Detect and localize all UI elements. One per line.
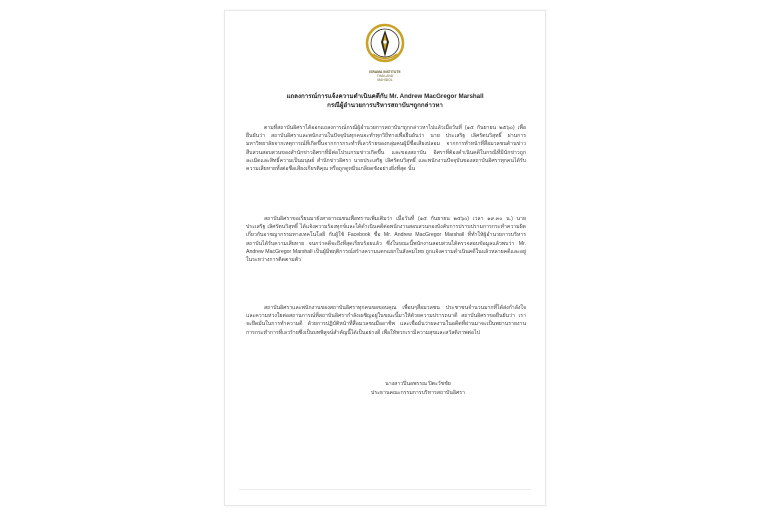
logo xyxy=(225,23,545,82)
paragraph-1 xyxy=(246,124,526,173)
institute-seal-icon xyxy=(365,23,405,69)
logo-caption-line1: ISRAMA INSTITUTE xyxy=(369,70,401,74)
logo-caption-line3: MAHIDOL xyxy=(377,77,393,82)
paragraph-3-text: สถาบันอิศราและพนักงานของสถาบันอิศราทุกคนขอขอบคุณ เพื่อนๆสื่อมวลชน ประชาชนจำนวนมากที่ได้ส่งกำลังใจและความห่วงใยต่อสถานการณ์ที่สถาบันอิศรากำลังเผชิญอยู่ในขณะนี้มาให้ด้วยความปรารถนาดี สถาบันอิศราขอยืนยันว่า เราจะยึดมั่นในการทำความดี ด้วยการปฏิบัติหน้าที่สื่อมวลชนมืออาชีพ และเชื่อมั่นว่าผลงานในอดีตที่ผ่านมาจะเป็นพยานรายงานการกระทำการที่เลวร้ายซึ่งเป็นบทพิสูจน์สำคัญนี้ได้เป็นอย่างดี เพื่อให้พวกเรามีความสุขและสวัสดิภาพต่อไป xyxy=(246,305,526,336)
signature-name: นางสาวปิ่นอพรรณ ปิตะวัชชัย xyxy=(385,381,451,387)
footer-divider xyxy=(239,489,531,490)
paragraph-2-text: สถาบันอิศราขอเรียนมายังสาธารณชนเพื่อทราบเพิ่มเติมว่า เมื่อวันที่ (๑๕ กันยายน ๒๕๖๐) เวลา ๑๙.๓๐ น.) นายประเสริฐ เลิศรัตนวิสุทธิ์ ได้แจ้งความร้องทุกข์และได้ดำเนินคดีต่อพนักงานสอบสวนกองบังคับการปราบปรามการกระทำความผิดเกี่ยวกับอาชญากรรมทางเทคโนโลยี กับผู้ใช้ Facebook ชื่อ Mr. Andrew MacGregor Marshall ที่ทำให้ผู้อำนวยการบริหารสถาบันได้รับความเสียหาย จนกว่าคดีจะถึงที่สุดเรียบร้อยแล้ว ซึ่งในขณะนี้พนักงานสอบสวนได้ตรวจสอบข้อมูลแล้วพบว่า Mr. Andrew MacGregor Marshall เป็นผู้มีพฤติการณ์สร้างความแตกแยกในสังคมไทย ถูกแจ้งความดำเนินคดีในแล้วหลายคดีและอยู่ในระหว่างการติดตามตัว xyxy=(246,216,526,264)
heading-line1: แถลงการณ์การแจ้งความดำเนินคดีกับ Mr. Andrew MacGregor Marshall xyxy=(286,93,484,100)
logo-caption xyxy=(369,71,400,82)
logo-caption-line2: THAILAND xyxy=(376,73,394,78)
paragraph-1-text: ตามที่สถาบันอิศราได้ออกแถลงการณ์กรณีผู้อำนวยการสถาบันฯถูกกล่าวหาไปแล้วเมื่อวันที่ (๑๕ กันยายน ๒๕๖๐) เพื่อยืนยันว่า สถาบันอิศราและพนักงานในปัจจุบันทุกคนจะทำทุกวิถีทางเพื่อยืนยันว่า นาย ประเสริฐ เลิศรัตนวิสุทธิ์ ผ่านการมหาวิทยาลัยจากเหตุการณ์ที่เกิดขึ้นจากการกระทำที่เลวร้ายของกลุ่มคนผู้มีชื่อเสียงปลอม จากการทำหน้าที่สื่อมวลชนด้านข่าวสืบสวนสอบสวนของสำนักข่าวอิศราที่มีต่อโปรแกรมข่าวเกิดขึ้น และของสถาบัน อิศราที่ต้องดำเนินคดีในกรณีที่มีนักข่าวถูกละเมิดและสิทธิ์ความเป็นมนุษย์ สำนักข่าวอิศรา นายประเสริฐ เลิศรัตนวิสุทธิ์ และพนักงานปัจจุบันของสถาบันอิศราทุกคนได้รับความเสียหายทั้งต่อชื่อเสียงเกียรติคุณ หรือถูกดูหมิ่นเกลียดชังอย่างยิ่งที่สุด นั้น xyxy=(246,125,526,173)
paragraph-2 xyxy=(246,215,526,264)
signature-title: ประธานคณะกรรมการบริหารสถาบันอิศรา xyxy=(371,389,465,396)
heading-line2: กรณีผู้อำนวยการบริหารสถาบันฯถูกกล่าวหา xyxy=(327,102,443,109)
paragraph-3 xyxy=(246,304,526,337)
document-page xyxy=(224,10,546,506)
signature-block xyxy=(343,380,493,397)
document-heading xyxy=(249,92,521,110)
